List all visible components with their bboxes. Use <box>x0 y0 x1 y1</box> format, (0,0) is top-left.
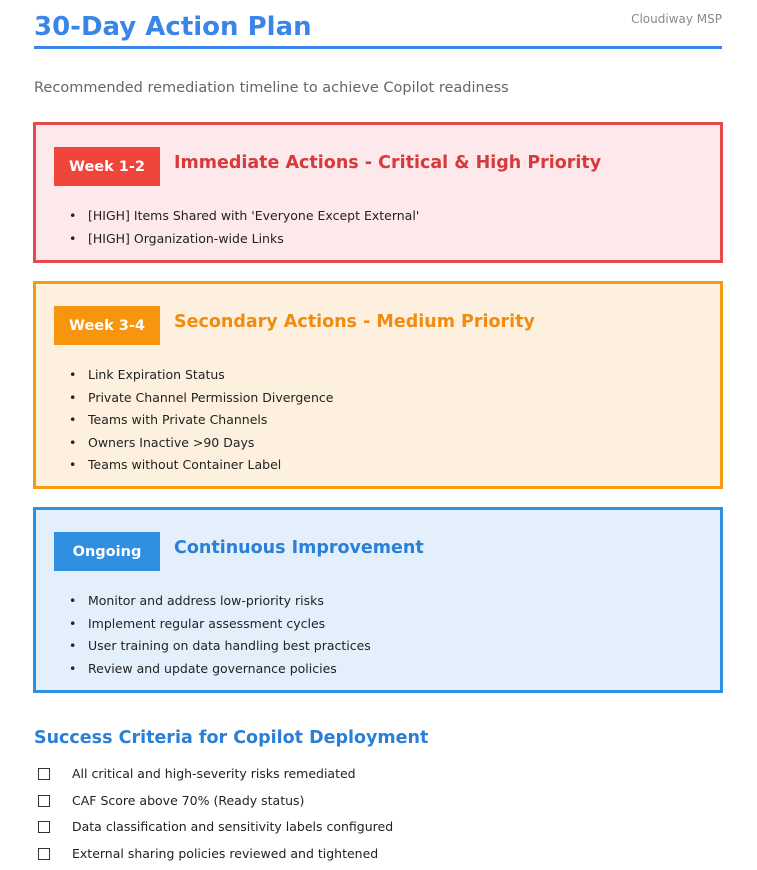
checklist-item <box>38 791 393 818</box>
phase-week-1-2 <box>33 122 723 263</box>
checkbox[interactable] <box>38 795 50 807</box>
list-item: • Review and update governance policies <box>66 658 371 681</box>
phase-title: Continuous Improvement <box>174 538 424 558</box>
checklist-label: Data classification and sensitivity labels configured <box>72 819 394 835</box>
list-item: • Teams with Private Channels <box>66 409 333 432</box>
checklist-item <box>38 817 393 844</box>
checklist-label: External sharing policies reviewed and tightened <box>72 845 379 861</box>
page-subtitle: Recommended remediation timeline to achieve Copilot readiness <box>34 80 509 96</box>
phase-title: Immediate Actions - Critical & High Priority <box>174 153 602 173</box>
list-item: • Implement regular assessment cycles <box>66 613 371 636</box>
phase-title: Secondary Actions - Medium Priority <box>174 312 535 332</box>
list-item: • [HIGH] Items Shared with 'Everyone Except External' <box>66 205 419 228</box>
checkbox[interactable] <box>38 821 50 833</box>
page-header <box>34 8 722 48</box>
checkbox[interactable] <box>38 768 50 780</box>
phase-week-3-4 <box>33 281 723 489</box>
checklist-item <box>38 844 393 870</box>
phase-badge: Ongoing <box>54 532 160 571</box>
list-item: • Teams without Container Label <box>66 454 333 477</box>
phase-action-list <box>66 205 419 250</box>
checkbox[interactable] <box>38 848 50 860</box>
title-divider <box>34 46 722 49</box>
success-checklist <box>38 764 393 870</box>
list-item: • Link Expiration Status <box>66 364 333 387</box>
checklist-label: All critical and high-severity risks remediated <box>72 766 356 781</box>
checklist-label: CAF Score above 70% (Ready status) <box>72 792 305 808</box>
list-item: • User training on data handling best practices <box>66 635 371 658</box>
success-criteria-title: Success Criteria for Copilot Deployment <box>34 728 429 748</box>
list-item: • Monitor and address low-priority risks <box>66 590 371 613</box>
list-item: • Private Channel Permission Divergence <box>66 387 333 410</box>
phase-action-list <box>66 590 371 680</box>
page-title: 30-Day Action Plan <box>34 12 312 42</box>
checklist-item <box>38 764 393 791</box>
phase-badge: Week 1-2 <box>54 147 160 186</box>
list-item: • [HIGH] Organization-wide Links <box>66 228 419 251</box>
phase-ongoing <box>33 507 723 693</box>
phase-action-list <box>66 364 333 477</box>
brand-name: Cloudiway MSP <box>631 12 722 26</box>
phase-badge: Week 3-4 <box>54 306 160 345</box>
list-item: • Owners Inactive >90 Days <box>66 432 333 455</box>
